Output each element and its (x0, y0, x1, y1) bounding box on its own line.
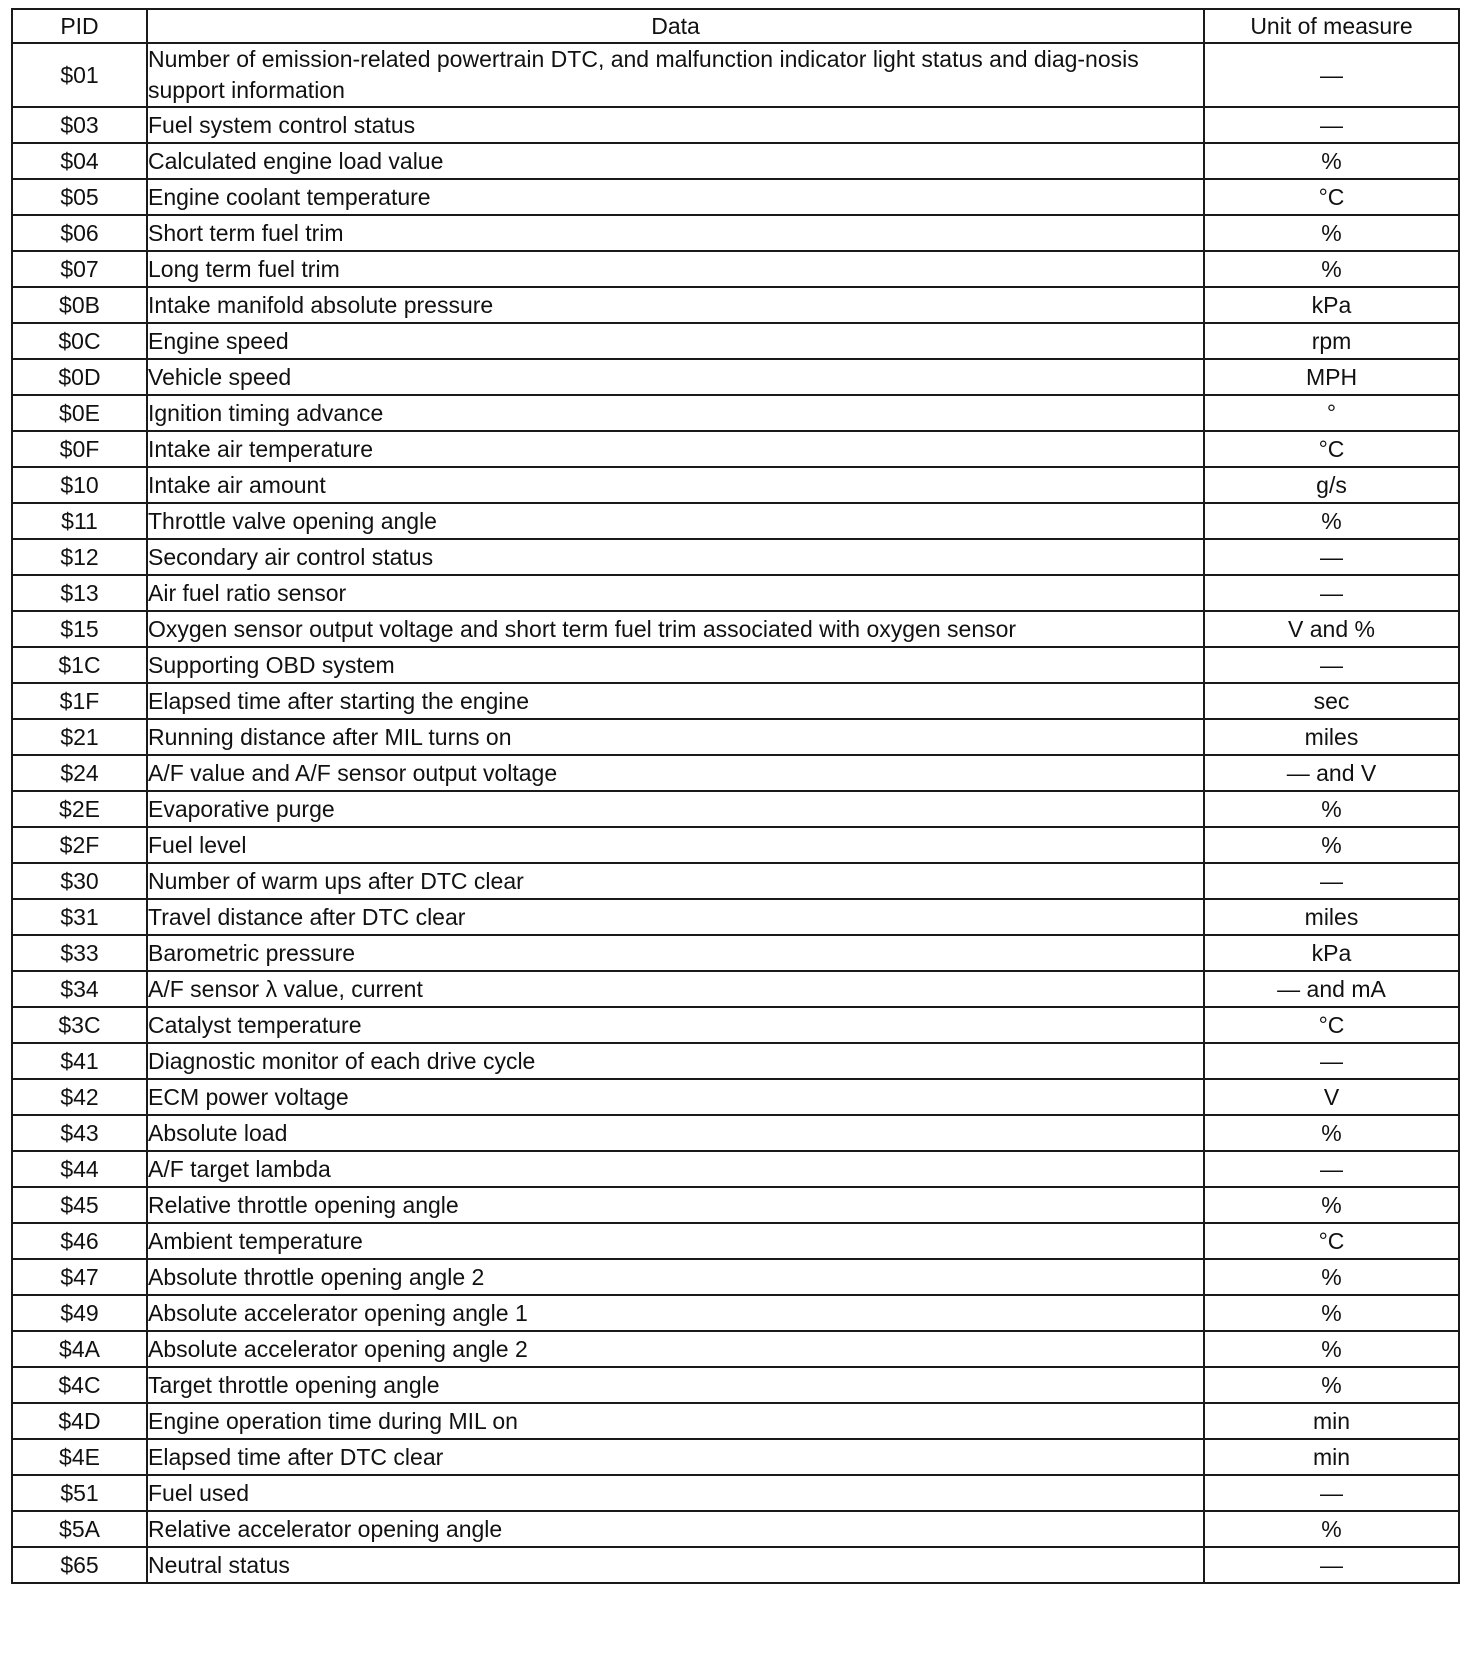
pid-cell: $24 (12, 755, 147, 791)
data-cell: A/F value and A/F sensor output voltage (147, 755, 1204, 791)
data-cell: Engine speed (147, 323, 1204, 359)
pid-cell: $5A (12, 1511, 147, 1547)
pid-cell: $46 (12, 1223, 147, 1259)
table-row (12, 1043, 1459, 1079)
table-row (12, 1331, 1459, 1367)
table-row (12, 683, 1459, 719)
data-cell: Neutral status (147, 1547, 1204, 1583)
table-row (12, 467, 1459, 503)
unit-cell: % (1204, 1295, 1459, 1331)
data-cell: Fuel level (147, 827, 1204, 863)
data-column-header: Data (147, 9, 1204, 43)
pid-cell: $47 (12, 1259, 147, 1295)
unit-cell: V (1204, 1079, 1459, 1115)
data-cell: Absolute accelerator opening angle 2 (147, 1331, 1204, 1367)
unit-cell: g/s (1204, 467, 1459, 503)
data-cell: ECM power voltage (147, 1079, 1204, 1115)
unit-cell: kPa (1204, 935, 1459, 971)
table-row (12, 1259, 1459, 1295)
data-cell: Relative throttle opening angle (147, 1187, 1204, 1223)
unit-cell: % (1204, 1331, 1459, 1367)
unit-cell: V and % (1204, 611, 1459, 647)
table-header-row (12, 9, 1459, 43)
pid-cell: $1C (12, 647, 147, 683)
data-cell: Calculated engine load value (147, 143, 1204, 179)
pid-cell: $65 (12, 1547, 147, 1583)
unit-cell: — (1204, 1151, 1459, 1187)
data-cell: Catalyst temperature (147, 1007, 1204, 1043)
data-cell: Secondary air control status (147, 539, 1204, 575)
table-row (12, 899, 1459, 935)
unit-cell: °C (1204, 1223, 1459, 1259)
pid-column-header: PID (12, 9, 147, 43)
pid-cell: $21 (12, 719, 147, 755)
pid-cell: $0C (12, 323, 147, 359)
pid-cell: $2E (12, 791, 147, 827)
unit-cell: — (1204, 107, 1459, 143)
unit-cell: — and mA (1204, 971, 1459, 1007)
pid-cell: $33 (12, 935, 147, 971)
unit-cell: °C (1204, 179, 1459, 215)
data-cell: Barometric pressure (147, 935, 1204, 971)
unit-cell: — (1204, 863, 1459, 899)
pid-cell: $12 (12, 539, 147, 575)
pid-cell: $01 (12, 43, 147, 107)
data-cell: Fuel system control status (147, 107, 1204, 143)
data-cell: A/F target lambda (147, 1151, 1204, 1187)
unit-cell: rpm (1204, 323, 1459, 359)
table-row (12, 179, 1459, 215)
pid-cell: $51 (12, 1475, 147, 1511)
table-row (12, 503, 1459, 539)
data-cell: Absolute load (147, 1115, 1204, 1151)
pid-cell: $0B (12, 287, 147, 323)
unit-cell: °C (1204, 1007, 1459, 1043)
pid-cell: $3C (12, 1007, 147, 1043)
pid-cell: $07 (12, 251, 147, 287)
pid-cell: $44 (12, 1151, 147, 1187)
pid-cell: $05 (12, 179, 147, 215)
data-cell: Throttle valve opening angle (147, 503, 1204, 539)
data-cell: Vehicle speed (147, 359, 1204, 395)
data-cell: Long term fuel trim (147, 251, 1204, 287)
table-row (12, 755, 1459, 791)
pid-cell: $45 (12, 1187, 147, 1223)
unit-cell: — (1204, 575, 1459, 611)
unit-cell: — (1204, 1547, 1459, 1583)
data-cell: Elapsed time after DTC clear (147, 1439, 1204, 1475)
pid-cell: $49 (12, 1295, 147, 1331)
pid-cell: $4A (12, 1331, 147, 1367)
table-row (12, 395, 1459, 431)
pid-cell: $0E (12, 395, 147, 431)
data-cell: Ambient temperature (147, 1223, 1204, 1259)
pid-cell: $15 (12, 611, 147, 647)
unit-cell: % (1204, 143, 1459, 179)
table-row (12, 1511, 1459, 1547)
table-row (12, 863, 1459, 899)
unit-cell: ° (1204, 395, 1459, 431)
pid-cell: $4C (12, 1367, 147, 1403)
unit-cell: sec (1204, 683, 1459, 719)
unit-cell: % (1204, 215, 1459, 251)
unit-cell: % (1204, 1511, 1459, 1547)
table-row (12, 791, 1459, 827)
unit-cell: % (1204, 1187, 1459, 1223)
table-row (12, 1187, 1459, 1223)
data-cell: Intake air amount (147, 467, 1204, 503)
table-row (12, 1547, 1459, 1583)
unit-cell: % (1204, 251, 1459, 287)
unit-cell: % (1204, 503, 1459, 539)
pid-cell: $04 (12, 143, 147, 179)
data-cell: Target throttle opening angle (147, 1367, 1204, 1403)
pid-cell: $30 (12, 863, 147, 899)
unit-cell: °C (1204, 431, 1459, 467)
data-cell: Absolute accelerator opening angle 1 (147, 1295, 1204, 1331)
unit-cell: % (1204, 1259, 1459, 1295)
pid-cell: $13 (12, 575, 147, 611)
table-row (12, 575, 1459, 611)
unit-column-header: Unit of measure (1204, 9, 1459, 43)
table-row (12, 107, 1459, 143)
table-row (12, 1475, 1459, 1511)
pid-cell: $0F (12, 431, 147, 467)
table-row (12, 359, 1459, 395)
pid-cell: $2F (12, 827, 147, 863)
data-cell: Short term fuel trim (147, 215, 1204, 251)
unit-cell: — and V (1204, 755, 1459, 791)
table-row (12, 827, 1459, 863)
unit-cell: — (1204, 647, 1459, 683)
table-row (12, 539, 1459, 575)
table-row (12, 1223, 1459, 1259)
table-row (12, 1007, 1459, 1043)
data-cell: Running distance after MIL turns on (147, 719, 1204, 755)
table-row (12, 1403, 1459, 1439)
data-cell: Intake air temperature (147, 431, 1204, 467)
table-row (12, 1151, 1459, 1187)
table-row (12, 43, 1459, 107)
data-cell: Oxygen sensor output voltage and short term fuel trim associated with oxygen sensor (147, 611, 1204, 647)
table-row (12, 1115, 1459, 1151)
pid-cell: $4D (12, 1403, 147, 1439)
data-cell: Fuel used (147, 1475, 1204, 1511)
data-cell: A/F sensor λ value, current (147, 971, 1204, 1007)
unit-cell: — (1204, 539, 1459, 575)
pid-cell: $42 (12, 1079, 147, 1115)
table-row (12, 647, 1459, 683)
unit-cell: — (1204, 1043, 1459, 1079)
pid-cell: $34 (12, 971, 147, 1007)
pid-cell: $31 (12, 899, 147, 935)
unit-cell: % (1204, 791, 1459, 827)
unit-cell: % (1204, 1367, 1459, 1403)
pid-cell: $06 (12, 215, 147, 251)
pid-cell: $1F (12, 683, 147, 719)
data-cell: Travel distance after DTC clear (147, 899, 1204, 935)
data-cell: Number of warm ups after DTC clear (147, 863, 1204, 899)
data-cell: Air fuel ratio sensor (147, 575, 1204, 611)
pid-cell: $41 (12, 1043, 147, 1079)
unit-cell: MPH (1204, 359, 1459, 395)
table-row (12, 143, 1459, 179)
table-row (12, 323, 1459, 359)
data-cell: Diagnostic monitor of each drive cycle (147, 1043, 1204, 1079)
unit-cell: miles (1204, 899, 1459, 935)
table-row (12, 1439, 1459, 1475)
unit-cell: — (1204, 1475, 1459, 1511)
data-cell: Relative accelerator opening angle (147, 1511, 1204, 1547)
data-cell: Engine coolant temperature (147, 179, 1204, 215)
table-row (12, 287, 1459, 323)
pid-cell: $11 (12, 503, 147, 539)
pid-data-table (11, 8, 1460, 1584)
table-row (12, 611, 1459, 647)
data-cell: Number of emission-related powertrain DTC, and malfunction indicator light status and diag-nosis support information (147, 43, 1204, 107)
table-row (12, 935, 1459, 971)
unit-cell: — (1204, 43, 1459, 107)
table-row (12, 1295, 1459, 1331)
unit-cell: miles (1204, 719, 1459, 755)
unit-cell: % (1204, 827, 1459, 863)
table-row (12, 431, 1459, 467)
unit-cell: kPa (1204, 287, 1459, 323)
unit-cell: min (1204, 1403, 1459, 1439)
table-row (12, 1079, 1459, 1115)
pid-cell: $0D (12, 359, 147, 395)
table-row (12, 215, 1459, 251)
data-cell: Engine operation time during MIL on (147, 1403, 1204, 1439)
pid-cell: $4E (12, 1439, 147, 1475)
data-cell: Intake manifold absolute pressure (147, 287, 1204, 323)
unit-cell: min (1204, 1439, 1459, 1475)
data-cell: Absolute throttle opening angle 2 (147, 1259, 1204, 1295)
pid-cell: $43 (12, 1115, 147, 1151)
pid-cell: $10 (12, 467, 147, 503)
table-row (12, 1367, 1459, 1403)
table-row (12, 251, 1459, 287)
data-cell: Evaporative purge (147, 791, 1204, 827)
table-row (12, 971, 1459, 1007)
unit-cell: % (1204, 1115, 1459, 1151)
table-row (12, 719, 1459, 755)
data-cell: Ignition timing advance (147, 395, 1204, 431)
pid-cell: $03 (12, 107, 147, 143)
data-cell: Elapsed time after starting the engine (147, 683, 1204, 719)
data-cell: Supporting OBD system (147, 647, 1204, 683)
